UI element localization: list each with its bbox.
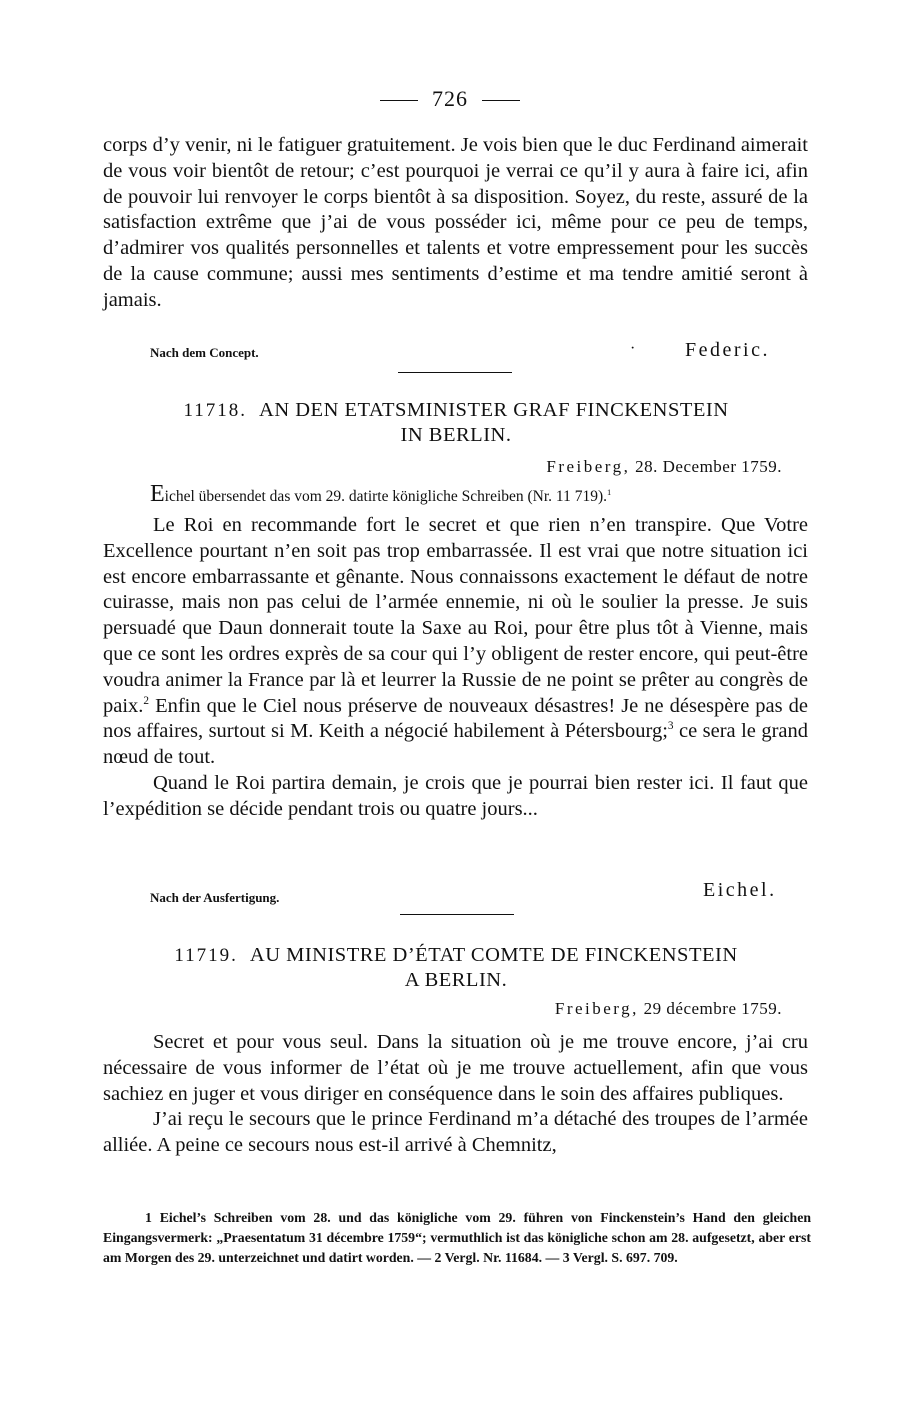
footnote-ref-3: 3: [667, 720, 674, 733]
page-number-text: 726: [432, 86, 468, 111]
footnote-ref-2: 2: [143, 694, 150, 707]
letter-11719-heading-line1: [100, 943, 812, 968]
separator-dot: ·: [630, 340, 636, 357]
letter-11719-paragraph-1: Secret et pour vous seul. Dans la situation où je me trouve encore, j’ai cru nécessaire de vous informer de l’état où je me trouve actuellement, afin que vous sachiez en juger et vous diriger en conséquence dans le soin des affaires publiques.: [103, 1031, 808, 1105]
letter-11718-addressee: AN DEN ETATSMINISTER GRAF FINCKENSTEIN: [259, 399, 729, 421]
footnotes: [103, 1208, 811, 1268]
letter-11718-date: 28. December 1759.: [635, 457, 782, 476]
source-note-ausfertigung: Nach der Ausfertigung.: [150, 890, 280, 905]
section-rule: [398, 372, 512, 373]
continuation-paragraph: corps d’y venir, ni le fatiguer gratuitement. Je vois bien que le duc Ferdinand aimerait de vous voir bientôt de retour; c’est pourquoi je verrai ce qu’il y aura à faire ici, afin de pouvoir lui renvoyer le corps bientôt à sa disposition. Soyez, du reste, assuré de la satisfaction extrême que j’ai de vous posséder ici, même pour ce peu de temps, d’admirer vos qualités personnelles et talents et votre empressement pour les succès de la cause commune; aussi mes sentiments d’estime et ma tendre amitié seront à jamais.: [103, 134, 808, 311]
letter-11718-number: 11718.: [183, 400, 248, 421]
letter-11719-heading: [100, 943, 812, 993]
letter-11719-date: 29 décembre 1759.: [643, 999, 782, 1018]
letter-11718-body: [103, 513, 808, 823]
letter-11719-number: 11719.: [174, 945, 238, 966]
letter-11719-dateline: [555, 999, 782, 1019]
footnote-text: 1 Eichel’s Schreiben vom 28. und das königliche vom 29. führen von Finckenstein’s Hand den gleichen Eingangsvermerk: „Praesentatum 31 décembre 1759“; vermuthlich ist das königliche schon am 28. aufgesetzt, aber erst am Morgen des 29. unterzeichnet und datirt worden. — 2 Vergl. Nr. 11684. — 3 Vergl. S. 697. 709.: [103, 1210, 811, 1265]
letter-11718-place: Freiberg,: [546, 457, 631, 476]
letter-11718-heading: [100, 398, 812, 448]
letter-11719-paragraph-2: J’ai reçu le secours que le prince Ferdinand m’a détaché des troupes de l’armée alliée. A peine ce secours nous est-il arrivé à Chemnitz,: [103, 1108, 808, 1157]
paragraph-1-part-a: Le Roi en recommande fort le secret et que rien n’en transpire. Que Votre Excellence pourtant n’en soit pas trop embarrassée. Il est vrai que notre situation ici est encore embarrassante et gênante. Nous connaissons exactement le défaut de notre cuirasse, mais non pas celui de l’armée ennemie, ni où le soulier la presse. Je suis persuadé que Daun donnerait toute la Saxe au Roi, pour être plus tôt à Vienne, mais que ce sont les ordres exprès de sa cour qui l’y obligent de rester encore, qui peut-être voudra animer la France par là et leurrer la Russie de ne point se prêter au congrès de paix.: [103, 514, 808, 717]
continuation-text: [103, 133, 808, 314]
letter-11718-heading-line1: [100, 398, 812, 423]
paragraph-1-part-c: ce sera le grand nœud de tout.: [103, 720, 809, 769]
letter-11718-summary: [150, 481, 810, 508]
letter-11718-paragraph-2: Quand le Roi partira demain, je crois que je pourrai bien rester ici. Il faut que l’expédition se décide pendant trois ou quatre jours...: [103, 771, 808, 820]
source-note-concept: Nach dem Concept.: [150, 345, 259, 360]
paragraph-1-part-b: Enfin que le Ciel nous préserve de nouveaux désastres! Je ne désespère pas de nos affaires, surtout si M. Keith a négocié habilement à Pétersbourg;: [103, 694, 808, 743]
signature-eichel: Eichel.: [703, 879, 777, 901]
letter-11718-paragraph-1: [103, 513, 808, 771]
signature-federic: Federic.: [685, 339, 770, 361]
letter-11719-addressee: AU MINISTRE D’ÉTAT COMTE DE FINCKENSTEIN: [249, 944, 738, 966]
summary-text: ichel übersendet das vom 29. datirte königliche Schreiben (Nr. 11 719).: [164, 488, 608, 505]
page-number: [0, 86, 900, 112]
summary-footnote-ref: 1: [607, 486, 612, 497]
section-rule-2: [400, 914, 514, 915]
summary-initial: E: [150, 481, 165, 507]
letter-11718-dateline: [546, 457, 782, 477]
letter-11718-heading-line2: IN BERLIN.: [400, 424, 512, 446]
page-number-dash-right: [482, 100, 520, 101]
page-number-dash-left: [380, 100, 418, 101]
letter-11719-heading-line2: A BERLIN.: [404, 969, 508, 991]
letter-11719-body: [103, 1030, 808, 1159]
letter-11719-place: Freiberg,: [554, 999, 639, 1018]
